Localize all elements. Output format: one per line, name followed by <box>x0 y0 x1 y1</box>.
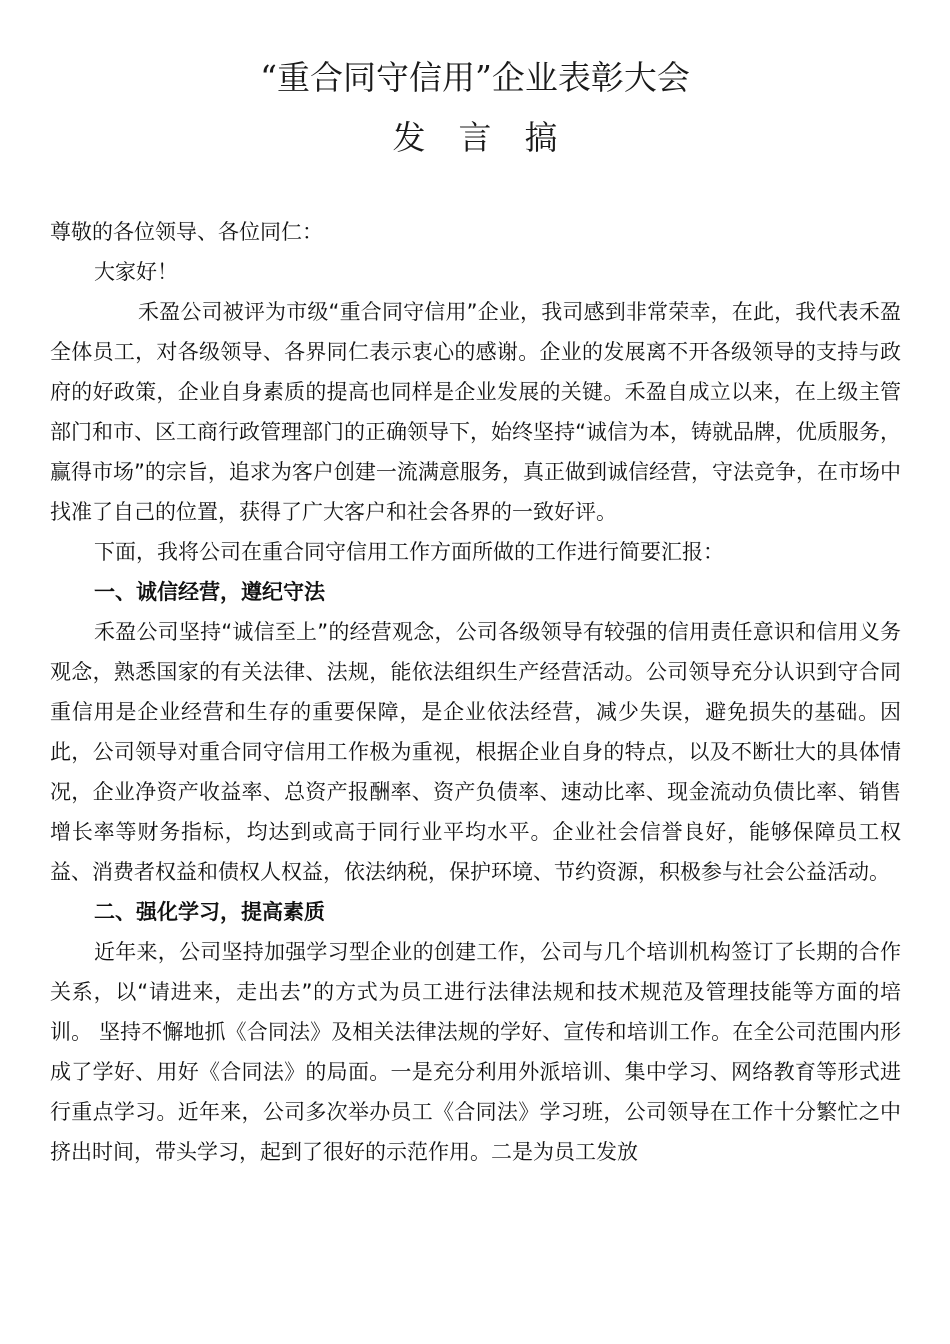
section-heading-2: 二、强化学习，提高素质 <box>94 900 325 924</box>
section-paragraph-1: 禾盈公司坚持“诚信至上”的经营观念，公司各级领导有较强的信用责任意识和信用义务观念，熟悉国家的有关法律、法规，能依法组织生产经营活动。公司领导充分认识到守合同重信用是企业经营和生存的重要保障，是企业依法经营，减少失误，避免损失的基础。因此，公司领导对重合同守信用工作极为重视，根据企业自身的特点，以及不断壮大的具体情况，企业净资产收益率、总资产报酬率、资产负债率、速动比率、现金流动负债比率、销售增长率等财务指标，均达到或高于同行业平均水平。企业社会信誉良好，能够保障员工权益、消费者权益和债权人权益，依法纳税，保护环境、节约资源，积极参与社会公益活动。 <box>50 620 901 884</box>
salutation: 尊敬的各位领导、各位同仁： <box>50 220 323 244</box>
section-paragraph-2: 近年来，公司坚持加强学习型企业的创建工作，公司与几个培训机构签订了长期的合作关系，以“请进来，走出去”的方式为员工进行法律法规和技术规范及管理技能等方面的培训。 坚持不懈地抓《合同法》及相关法律法规的学好、宣传和培训工作。在全公司范围内形成了学好、用好《合同法》的局面。一是充分利用外派培训、集中学习、网络教育等形式进行重点学习。近年来，公司多次举办员工《合同法》学习班，公司领导在工作十分繁忙之中挤出时间，带头学习，起到了很好的示范作用。二是为员工发放 <box>50 940 901 1164</box>
document-body <box>50 212 901 1172</box>
intro-paragraph: 禾盈公司被评为市级“重合同守信用”企业，我司感到非常荣幸，在此，我代表禾盈全体员工，对各级领导、各界同仁表示衷心的感谢。企业的发展离不开各级领导的支持与政府的好政策，企业自身素质的提高也同样是企业发展的关键。禾盈自成立以来，在上级主管部门和市、区工商行政管理部门的正确领导下，始终坚持“诚信为本，铸就品牌，优质服务，赢得市场”的宗旨，追求为客户创建一流满意服务，真正做到诚信经营，守法竞争，在市场中找准了自己的位置，获得了广大客户和社会各界的一致好评。 <box>50 300 901 524</box>
title-block <box>0 56 950 160</box>
document-title: “重合同守信用”企业表彰大会 <box>260 58 690 97</box>
document-subtitle: 发 言 搞 <box>392 118 558 157</box>
transition-paragraph: 下面，我将公司在重合同守信用工作方面所做的工作进行简要汇报： <box>94 540 724 564</box>
section-heading-1: 一、诚信经营，遵纪守法 <box>94 580 325 604</box>
greeting: 大家好！ <box>94 260 178 284</box>
